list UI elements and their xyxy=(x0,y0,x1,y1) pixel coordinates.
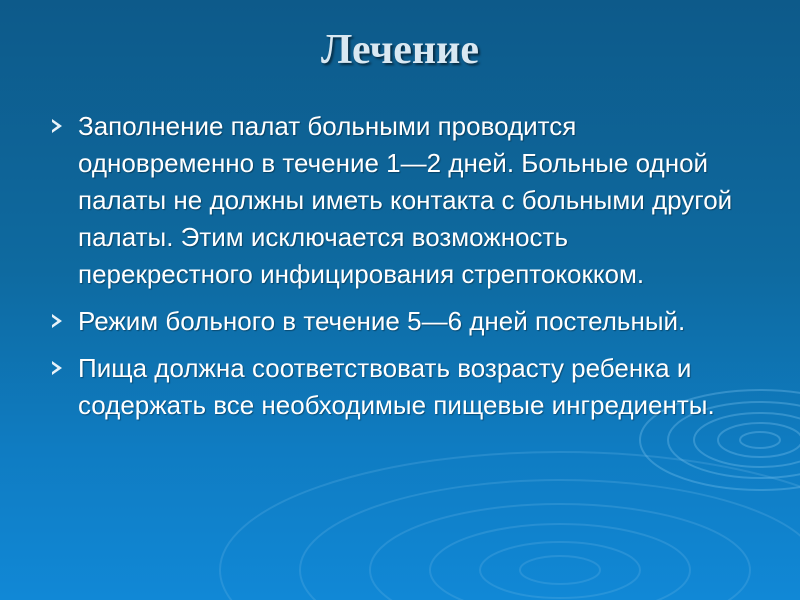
chevron-right-icon xyxy=(50,118,64,134)
list-item xyxy=(48,303,748,340)
bullet-list xyxy=(48,108,748,434)
chevron-right-icon xyxy=(50,313,64,329)
list-item xyxy=(48,108,748,293)
chevron-right-icon xyxy=(50,360,64,376)
bullet-text: Заполнение палат больными проводится одновременно в течение 1—2 дней. Больные одной палаты не должны иметь контакта с больными другой палаты. Этим исключается возможность перекрестного инфицирования стрептококком. xyxy=(78,111,733,289)
list-item xyxy=(48,350,748,424)
bullet-text: Пища должна соответствовать возрасту ребенка и содержать все необходимые пищевые ингредиенты. xyxy=(78,353,715,420)
bullet-text: Режим больного в течение 5—6 дней постельный. xyxy=(78,306,686,336)
slide-title: Лечение xyxy=(321,27,479,73)
